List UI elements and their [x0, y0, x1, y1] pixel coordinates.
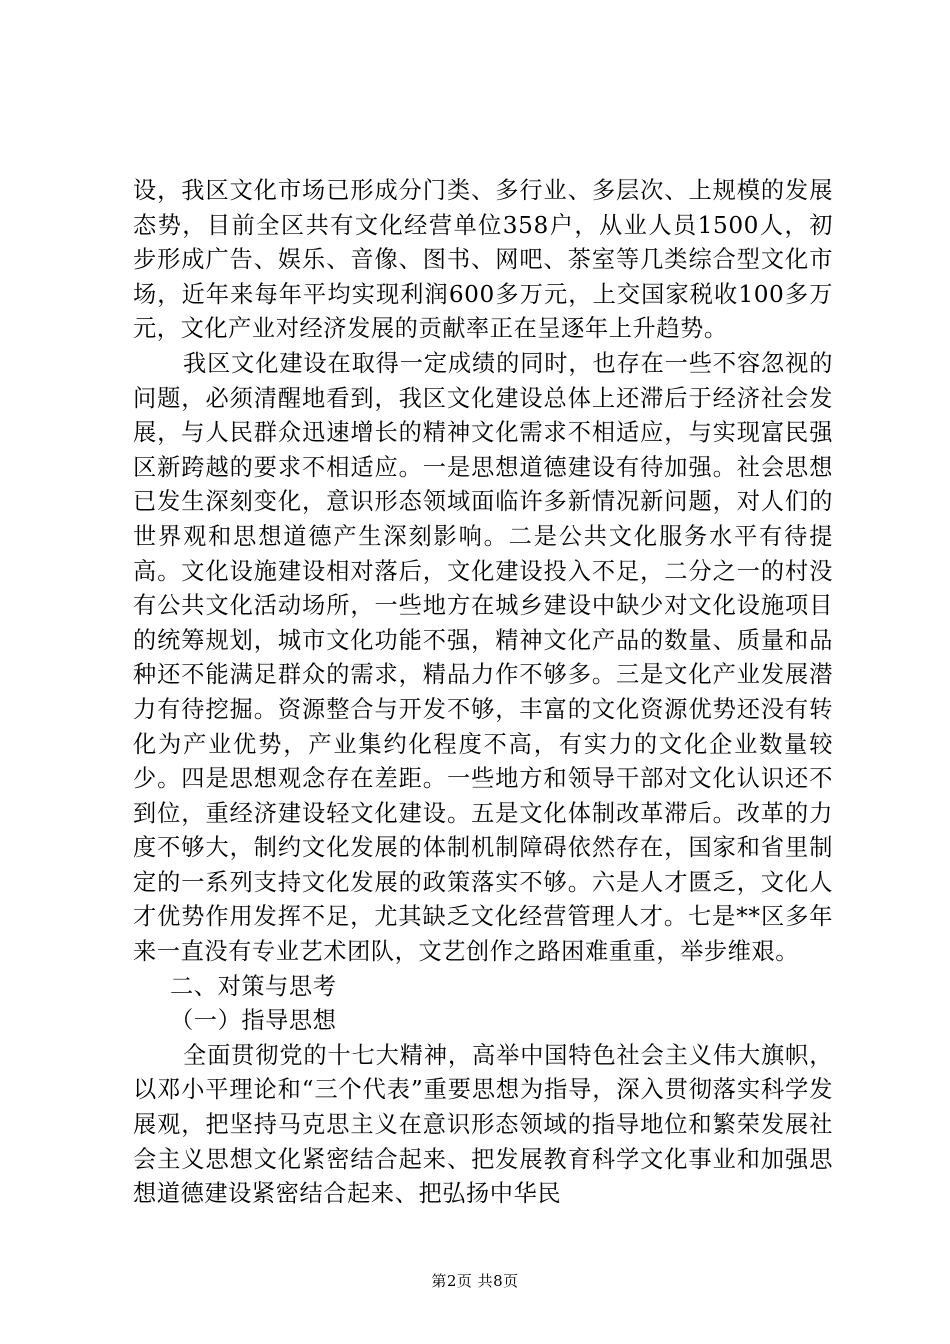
paragraph-problems: 我区文化建设在取得一定成绩的同时，也存在一些不容忽视的问题，必须清醒地看到，我区文化建设总体上还滞后于经济社会发展，与人民群众迅速增长的精神文化需求不相适应，与实现富民强区新跨越的要求不相适应。一是思想道德建设有待加强。社会思想已发生深刻变化，意识形态领域面临许多新情况新问题，对人们的世界观和思想道德产生深刻影响。二是公共文化服务水平有待提高。文化设施建设相对落后，文化建设投入不足，二分之一的村没有公共文化活动场所，一些地方在城乡建设中缺少对文化设施项目的统筹规划，城市文化功能不强，精神文化产品的数量、质量和品种还不能满足群众的需求，精品力作不够多。三是文化产业发展潜力有待挖掘。资源整合与开发不够，丰富的文化资源优势还没有转化为产业优势，产业集约化程度不高，有实力的文化企业数量较少。四是思想观念存在差距。一些地方和领导干部对文化认识还不到位，重经济建设轻文化建设。五是文化体制改革滞后。改革的力度不够大，制约文化发展的体制机制障碍依然存在，国家和省里制定的一系列支持文化发展的政策落实不够。六是人才匮乏，文化人才优势作用发挥不足，尤其缺乏文化经营管理人才。七是**区多年来一直没有专业艺术团队，文艺创作之路困难重重，举步维艰。 — [133, 349, 833, 966]
document-body — [133, 174, 833, 1212]
page-footer: 第2页 共8页 — [431, 1272, 519, 1290]
subsection-heading: （一）指导思想 — [170, 1007, 337, 1035]
paragraph-guiding-thought: 全面贯彻党的十七大精神，高举中国特色社会主义伟大旗帜，以邓小平理论和“三个代表”重要思想为指导，深入贯彻落实科学发展观，把坚持马克思主义在意识形态领域的指导地位和繁荣发展社会主义思想文化紧密结合起来、把发展教育科学文化事业和加强思想道德建设紧密结合起来、把弘扬中华民 — [133, 1041, 833, 1208]
paragraph-continuation: 设，我区文化市场已形成分门类、多行业、多层次、上规模的发展态势，目前全区共有文化经营单位358户，从业人员1500人，初步形成广告、娱乐、音像、图书、网吧、茶室等几类综合型文化市场，近年来每年平均实现利润600多万元，上交国家税收100多万元，文化产业对经济发展的贡献率正在呈逐年上升趋势。 — [133, 177, 833, 343]
section-heading: 二、对策与思考 — [170, 972, 337, 1000]
